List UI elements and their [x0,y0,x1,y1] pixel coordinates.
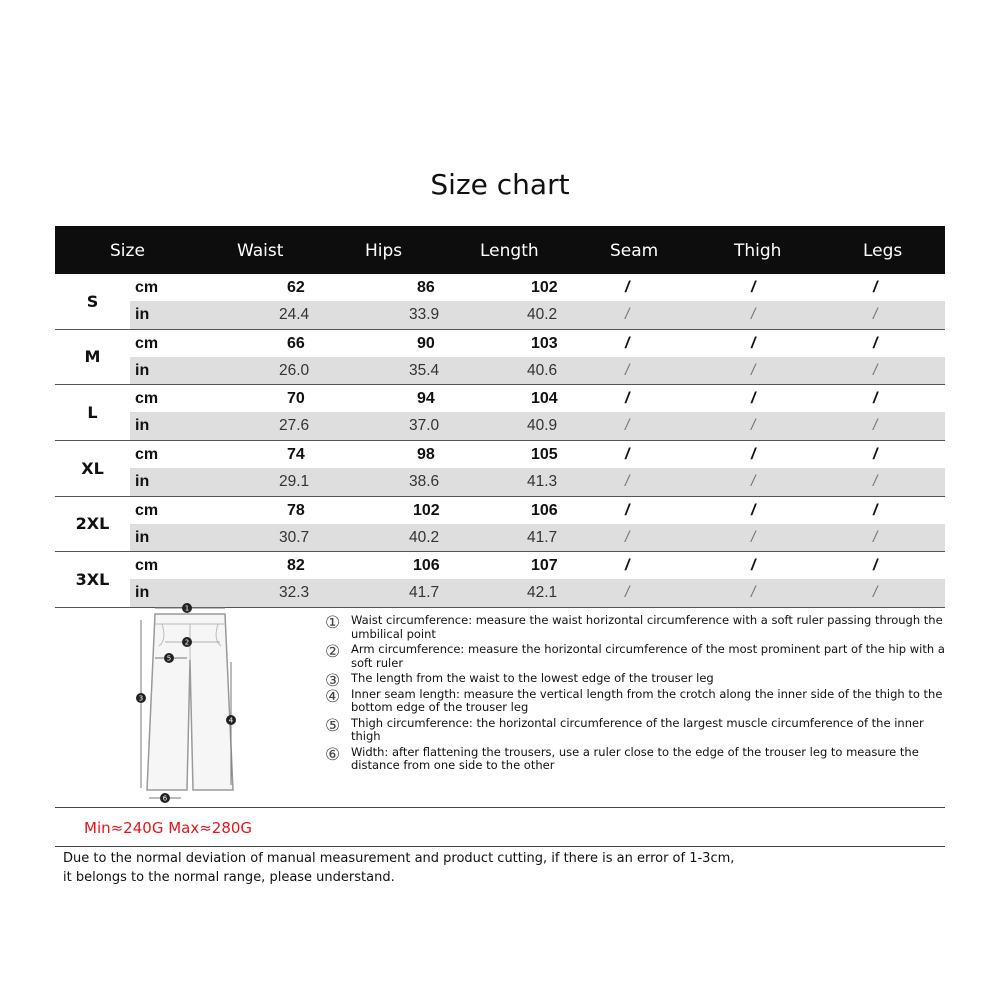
unit-label: in [135,584,150,602]
size-label: 2XL [75,514,110,534]
table-cell: / [751,446,756,464]
table-cell: / [873,501,878,519]
table-row-cm [130,385,945,413]
unit-label: cm [135,501,159,519]
unit-label: cm [135,390,159,408]
unit-label: cm [135,334,159,352]
table-row-in [130,412,945,440]
table-cell: 106 [413,557,440,575]
table-cell: / [873,390,878,408]
header-thigh: Thigh [734,241,782,261]
table-cell: 38.6 [409,473,440,491]
table-cell: 40.2 [409,528,440,546]
header-waist: Waist [237,241,284,261]
size-group [55,330,945,386]
unit-label: in [135,528,150,546]
table-row-in [130,301,945,329]
unit-label: in [135,473,150,491]
table-cell: 70 [287,390,305,408]
measurement-notes [325,614,945,775]
size-group [55,441,945,497]
table-cell: / [751,279,756,296]
table-cell: 41.3 [527,473,558,491]
marker-6: 6 [162,794,168,803]
table-cell: 37.0 [409,417,440,435]
table-cell: 74 [287,446,305,464]
table-cell: / [625,584,630,602]
table-cell: 40.9 [527,417,558,435]
table-cell: / [751,528,756,546]
table-cell: 29.1 [279,473,310,491]
table-cell: / [625,473,630,491]
table-row-cm [130,274,945,302]
table-cell: / [751,334,756,352]
size-label: 3XL [75,569,110,589]
size-label: XL [81,458,104,478]
table-row-cm [130,497,945,525]
divider [55,807,945,808]
note-item [325,671,945,691]
note-item [325,688,945,715]
table-cell: / [873,473,878,491]
table-cell: 104 [531,390,558,408]
table-cell: / [625,528,630,546]
table-cell: 35.4 [409,361,440,379]
table-cell: 32.3 [279,584,310,602]
table-row-in [130,357,945,385]
table-cell: 82 [287,557,305,575]
unit-label: cm [135,279,159,296]
table-cell: 27.6 [279,417,310,435]
table-cell: 90 [417,334,435,352]
table-cell: / [751,557,756,575]
note-number: ⑥ [325,744,341,765]
table-cell: 40.2 [527,306,558,323]
table-cell: / [873,446,878,464]
note-text: Arm circumference: measure the horizontal circumference of the most prominent part of the hip with a soft ruler [351,642,945,670]
header-hips: Hips [365,241,403,261]
table-cell: 107 [531,557,558,575]
header-length: Length [480,241,539,261]
note-text: The length from the waist to the lowest edge of the trouser leg [351,671,714,685]
note-item [325,717,945,744]
table-cell: / [625,390,630,408]
table-cell: / [625,306,630,323]
size-table [55,226,945,608]
note-item [325,746,945,773]
table-row-cm [130,330,945,358]
unit-label: cm [135,446,159,464]
table-cell: 86 [417,279,435,296]
table-cell: 106 [531,501,558,519]
table-cell: 33.9 [409,306,440,323]
table-row-in [130,468,945,496]
marker-1: 1 [184,604,190,613]
page-title: Size chart [430,168,570,201]
table-cell: / [873,557,878,575]
table-cell: / [625,334,630,352]
header-legs: Legs [863,241,903,261]
size-label: L [87,402,98,422]
table-row-in [130,524,945,552]
weight-range: Min≈240G Max≈280G [84,819,253,837]
table-cell: / [873,417,878,435]
table-cell: 62 [287,279,305,296]
disclaimer-line: Due to the normal deviation of manual measurement and product cutting, if there is an error of 1-3cm, [63,851,735,866]
table-cell: / [625,557,630,575]
table-cell: 41.7 [409,584,440,602]
table-cell: / [625,279,630,296]
table-cell: 78 [287,501,305,519]
table-cell: 94 [417,390,435,408]
table-cell: 40.6 [527,361,558,379]
size-group [55,274,945,330]
table-cell: / [873,334,878,352]
divider [55,846,945,847]
note-text: Width: after flattening the trousers, use a ruler close to the edge of the trouser leg to measure the distance from one side to the other [351,744,919,772]
table-cell: / [873,528,878,546]
unit-label: in [135,361,150,379]
table-cell: 105 [531,446,558,464]
note-number: ④ [325,686,341,707]
table-cell: / [751,501,756,519]
table-cell: / [751,584,756,602]
marker-4: 4 [228,716,234,725]
note-text: Thigh circumference: the horizontal circumference of the largest muscle circumference of the inner thigh [351,715,924,743]
size-label: M [84,347,101,367]
table-row-cm [130,552,945,580]
note-number: ① [325,613,341,633]
note-text: Inner seam length: measure the vertical length from the crotch along the inner side of the thigh to the bottom edge of the trouser leg [351,686,943,714]
table-cell: / [625,501,630,519]
table-cell: 102 [531,279,558,296]
table-cell: / [873,306,878,323]
table-cell: / [751,390,756,408]
note-item [325,643,945,670]
marker-3: 3 [138,694,144,703]
header-size: Size [110,241,145,261]
table-cell: 42.1 [527,584,558,602]
unit-label: cm [135,557,159,575]
table-cell: / [873,584,878,602]
size-group [55,385,945,441]
unit-label: in [135,306,150,323]
marker-5: 5 [166,654,172,663]
table-cell: / [751,361,756,379]
table-cell: / [873,361,878,379]
note-number: ⑤ [325,715,341,736]
disclaimer [63,849,823,887]
table-cell: 24.4 [279,306,310,323]
note-number: ② [325,642,341,662]
note-item [325,614,945,641]
table-cell: / [873,279,878,296]
disclaimer-line: it belongs to the normal range, please understand. [63,870,395,885]
table-cell: / [751,306,756,323]
size-label: S [86,291,99,311]
table-cell: 98 [417,446,435,464]
table-cell: / [751,417,756,435]
table-cell: / [751,473,756,491]
table-cell: / [625,361,630,379]
table-cell: / [625,417,630,435]
table-header [55,226,945,274]
table-body [55,274,945,608]
table-cell: 26.0 [279,361,310,379]
header-seam: Seam [610,241,659,261]
table-cell: / [625,446,630,464]
note-number: ③ [325,671,341,691]
table-cell: 102 [413,501,440,519]
unit-label: in [135,417,150,435]
table-cell: 30.7 [279,528,310,546]
table-cell: 41.7 [527,528,558,546]
trousers-measurement-icon [125,600,255,810]
table-cell: 66 [287,334,305,352]
table-row-cm [130,441,945,469]
note-text: Waist circumference: measure the waist horizontal circumference with a soft ruler passing through the umbilical point [351,613,943,641]
marker-2: 2 [184,638,190,647]
table-cell: 103 [531,334,558,352]
size-group [55,497,945,553]
